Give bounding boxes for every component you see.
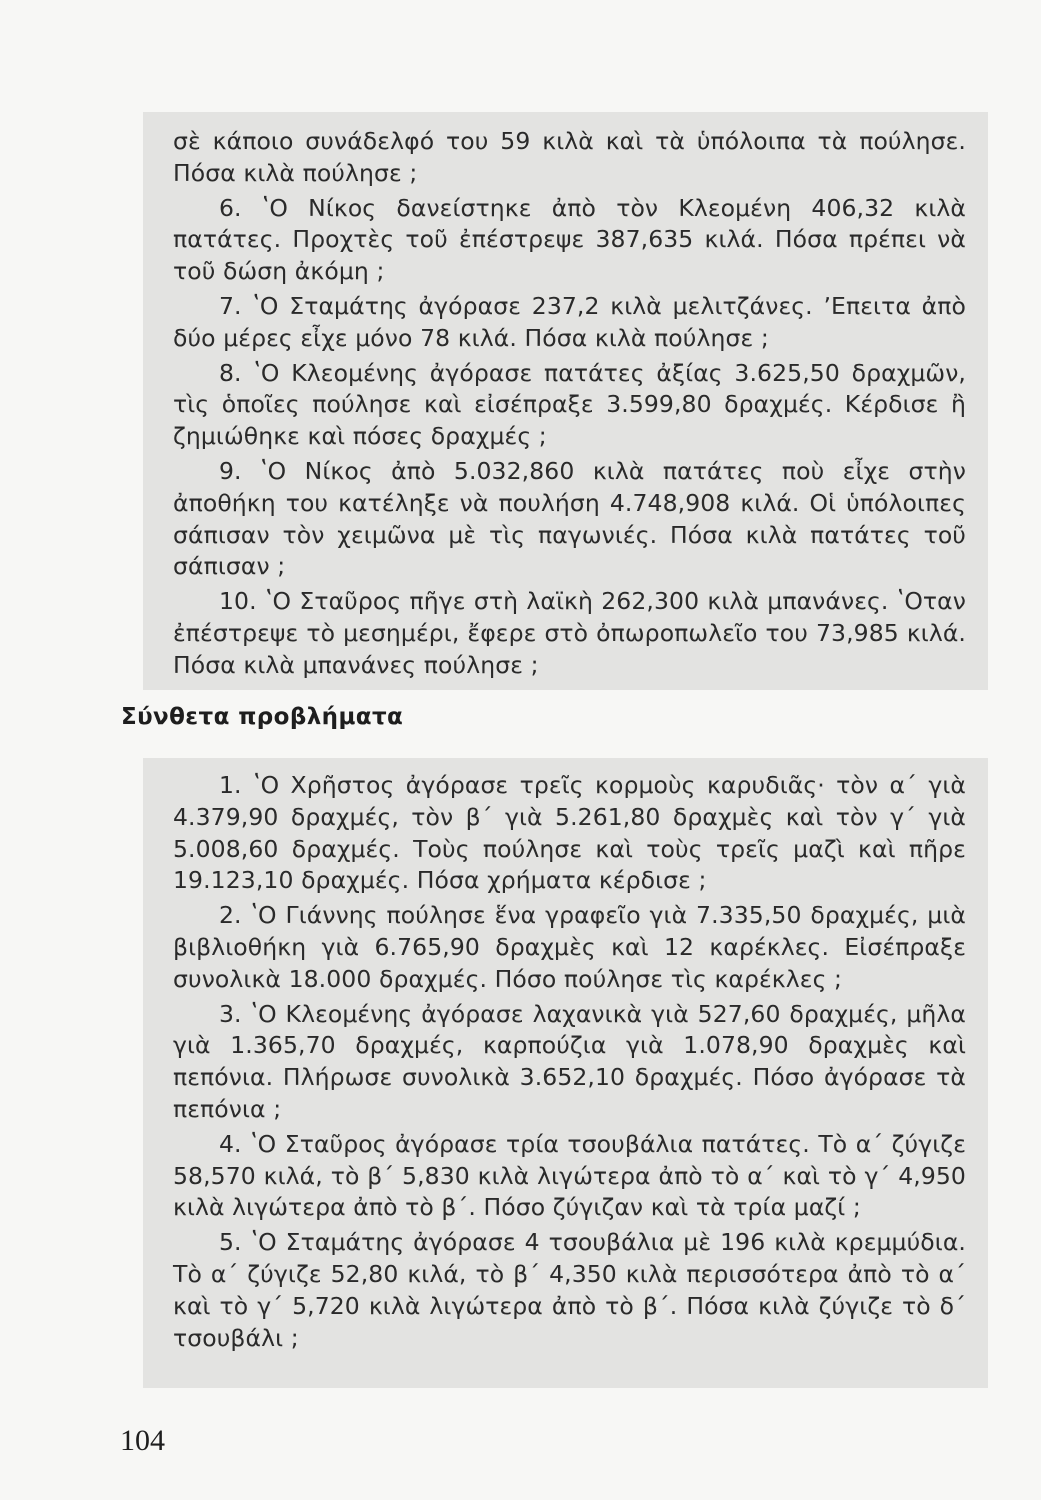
- exercise-10: 10. ʽΟ Σταῦρος πῆγε στὴ λαϊκὴ 262,300 κιλὰ μπανάνες. ʽΟταν ἐπέστρεψε τὸ μεσημέρι, ἔφερε στὸ ὀπωροπωλεῖο του 73,985 κιλά. Πόσα κιλὰ μπανάνες πούλησε ;: [173, 587, 966, 679]
- composite-problem-5: 5. ʽΟ Σταμάτης ἀγόρασε 4 τσουβάλια μὲ 196 κιλὰ κρεμμύδια. Τὸ α΄ ζύγιζε 52,80 κιλά, τὸ β΄ 4,350 κιλὰ περισσότερα ἀπὸ τὸ α΄ καὶ τὸ γ΄ 5,720 κιλὰ λιγώτερα ἀπὸ τὸ β΄. Πόσα κιλὰ ζύγιζε τὸ δ΄ τσουβάλι ;: [173, 1228, 966, 1352]
- composite-problem-2: 2. ʽΟ Γιάννης πούλησε ἕνα γραφεῖο γιὰ 7.335,50 δραχμές, μιὰ βιβλιοθήκη γιὰ 6.765,90 δραχμὲς καὶ 12 καρέκλες. Εἰσέπραξε συνολικὰ 18.000 δραχμές. Πόσο πούλησε τὶς καρέκλες ;: [173, 901, 966, 993]
- exercises-box-bottom: [143, 758, 988, 1388]
- exercise-5-continuation: σὲ κάποιο συνάδελφό του 59 κιλὰ καὶ τὰ ὑπόλοιπα τὰ πούλησε. Πόσα κιλὰ πούλησε ;: [173, 127, 966, 187]
- composite-problem-3: 3. ʽΟ Κλεομένης ἀγόρασε λαχανικὰ γιὰ 527,60 δραχμές, μῆλα γιὰ 1.365,70 δραχμές, καρπούζια γιὰ 1.078,90 δραχμὲς καὶ πεπόνια. Πλήρωσε συνολικὰ 3.652,10 δραχμές. Πόσο ἀγόρασε τὰ πεπόνια ;: [173, 999, 966, 1123]
- exercises-box-top: [143, 112, 988, 690]
- exercise-8: 8. ʽΟ Κλεομένης ἀγόρασε πατάτες ἀξίας 3.625,50 δραχμῶν, τὶς ὁποῖες πούλησε καὶ εἰσέπραξε 3.599,80 δραχμές. Κέρδισε ἢ ζημιώθηκε καὶ πόσες δραχμές ;: [173, 358, 966, 451]
- exercise-6: 6. ʽΟ Νίκος δανείστηκε ἀπὸ τὸν Κλεομένη 406,32 κιλὰ πατάτες. Προχτὲς τοῦ ἐπέστρεψε 387,635 κιλά. Πόσα πρέπει νὰ τοῦ δώση ἀκόμη ;: [173, 193, 966, 286]
- page-number: 104: [120, 1424, 165, 1457]
- exercise-7: 7. ʽΟ Σταμάτης ἀγόρασε 237,2 κιλὰ μελιτζάνες. ʼΕπειτα ἀπὸ δύο μέρες εἶχε μόνο 78 κιλά. Πόσα κιλὰ πούλησε ;: [173, 291, 966, 352]
- composite-problem-1: 1. ʽΟ Χρῆστος ἀγόρασε τρεῖς κορμοὺς καρυδιᾶς· τὸν α΄ γιὰ 4.379,90 δραχμές, τὸν β΄ γιὰ 5.261,80 δραχμὲς καὶ τὸν γ΄ γιὰ 5.008,60 δραχμές. Τοὺς πούλησε καὶ τοὺς τρεῖς μαζὶ καὶ πῆρε 19.123,10 δραχμές. Πόσα χρήματα κέρδισε ;: [173, 771, 966, 895]
- composite-problem-4: 4. ʽΟ Σταῦρος ἀγόρασε τρία τσουβάλια πατάτες. Τὸ α΄ ζύγιζε 58,570 κιλά, τὸ β΄ 5,830 κιλὰ λιγώτερα ἀπὸ τὸ α΄ καὶ τὸ γ΄ 4,950 κιλὰ λιγώτερα ἀπὸ τὸ β΄. Πόσο ζύγιζαν καὶ τὰ τρία μαζί ;: [173, 1129, 966, 1222]
- section-heading: Σύνθετα προβλήματα: [121, 704, 404, 730]
- exercise-9: 9. ʽΟ Νίκος ἀπὸ 5.032,860 κιλὰ πατάτες ποὺ εἶχε στὴν ἀποθήκη του κατέληξε νὰ πουλήση 4.748,908 κιλά. Οἱ ὑπόλοιπες σάπισαν τὸν χειμῶνα μὲ τὶς παγωνιές. Πόσα κιλὰ πατάτες τοῦ σάπισαν ;: [173, 456, 966, 581]
